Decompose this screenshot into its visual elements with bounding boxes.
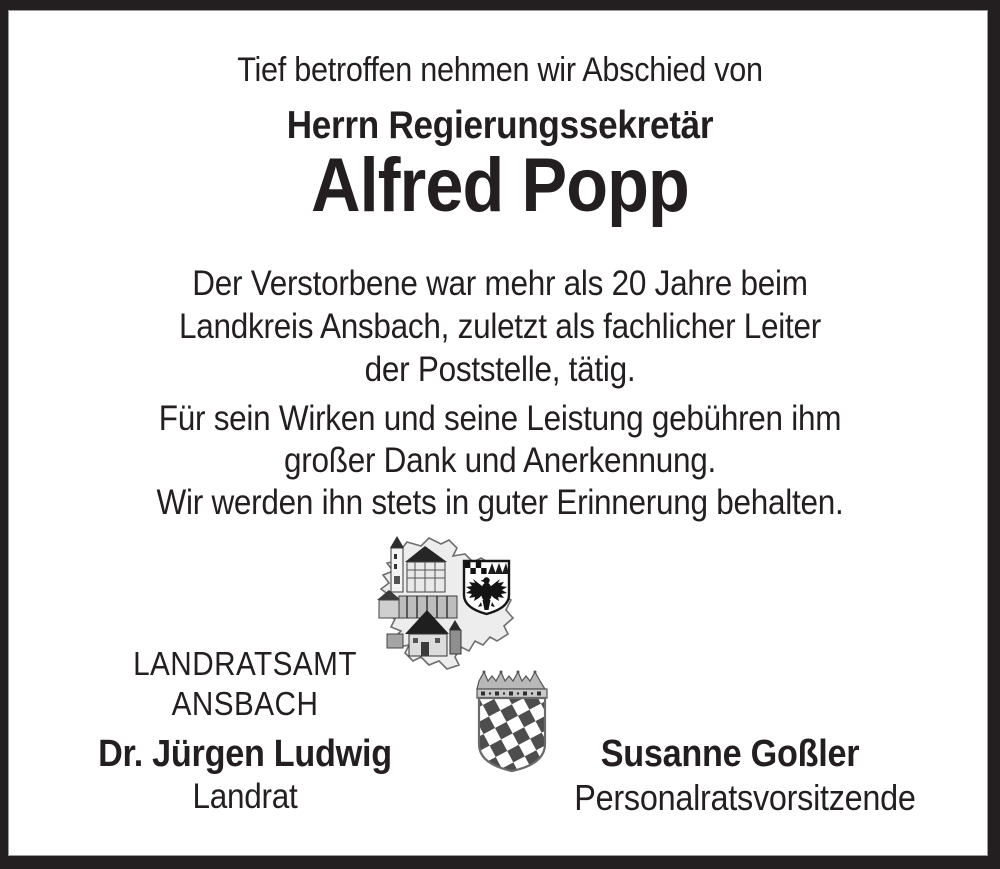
intro-line: Tief betroffen nehmen wir Abschied von (237, 51, 763, 89)
signature-role-landrat: Landrat (192, 777, 298, 816)
paragraph-line: Wir werden ihn stets in guter Erinnerung behalten. (156, 483, 844, 522)
signature-name-personalrat: Susanne Goßler (600, 733, 860, 775)
paragraph-line: der Poststelle, tätig. (364, 350, 636, 389)
deceased-name: Alfred Popp (311, 143, 689, 228)
paragraph-line: großer Dank und Anerkennung. (284, 441, 716, 480)
paragraph-line: Der Verstorbene war mehr als 20 Jahre beim (192, 264, 808, 303)
organization-name (88, 644, 403, 724)
tribute-paragraph (0, 398, 1000, 524)
organization-line-2: ANSBACH (171, 685, 319, 722)
lozenge-field (479, 698, 545, 771)
paragraph-line: Landkreis Ansbach, zuletzt als fachlicher Leiter (179, 307, 821, 346)
bavaria-shield-icon (471, 668, 553, 775)
paragraph-line: Für sein Wirken und seine Leistung gebühren ihm (158, 399, 842, 438)
service-paragraph (0, 262, 1000, 391)
signature-name-landrat: Dr. Jürgen Ludwig (98, 733, 392, 775)
ansbach-crest (464, 561, 509, 614)
organization-line-1: LANDRATSAMT (133, 645, 357, 682)
crown-leaves (477, 672, 545, 689)
honorific-title-line: Herrn Regierungssekretär (286, 104, 714, 147)
signature-role-personalrat: Personalratsvorsitzende (574, 777, 916, 818)
